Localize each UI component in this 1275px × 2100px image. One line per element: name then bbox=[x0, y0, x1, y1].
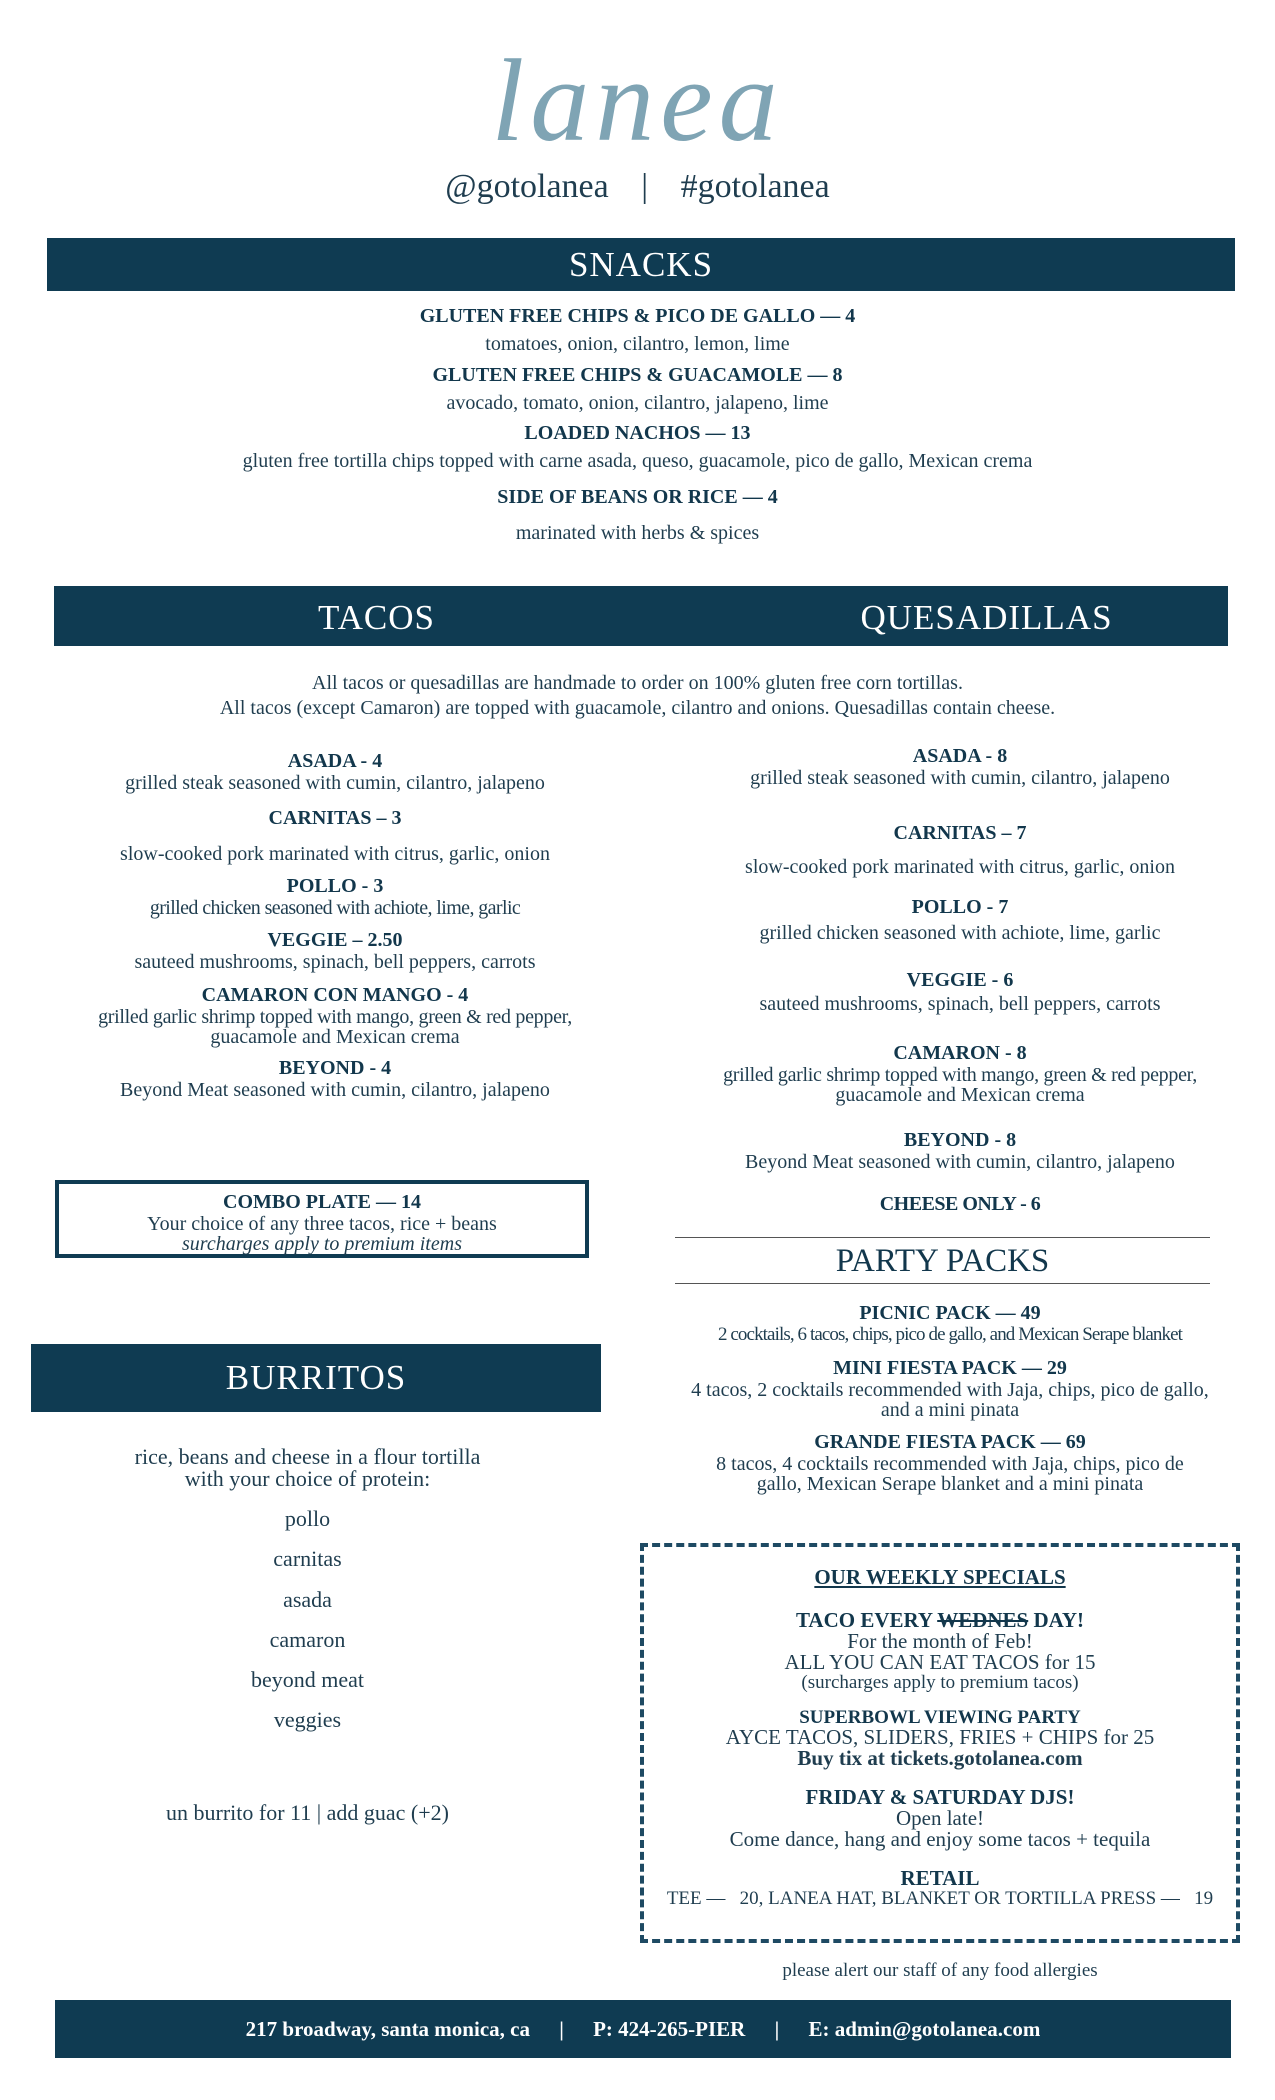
footer-separator: | bbox=[559, 2017, 564, 2041]
snack-name: GLUTEN FREE CHIPS & PICO DE GALLO — 4 bbox=[419, 305, 856, 327]
snacks-header bbox=[47, 238, 1235, 291]
party-pack-item bbox=[665, 1432, 1235, 1494]
quesadilla-item bbox=[690, 1043, 1230, 1105]
taco-name: CARNITAS – 3 bbox=[268, 807, 402, 829]
quesadilla-item bbox=[690, 823, 1230, 877]
djs-line-1: Open late! bbox=[895, 1806, 985, 1830]
taco-item bbox=[40, 876, 630, 918]
quesadilla-desc: grilled chicken seasoned with achiote, lime, garlic bbox=[759, 922, 1161, 944]
snack-name: SIDE OF BEANS OR RICE — 4 bbox=[497, 486, 778, 508]
taco-day-struck: WEDNES bbox=[937, 1608, 1029, 1632]
snack-desc: gluten free tortilla chips topped with carne asada, queso, guacamole, pico de gallo, Mexican crema bbox=[242, 450, 1033, 472]
snack-name: GLUTEN FREE CHIPS & GUACAMOLE — 8 bbox=[432, 364, 843, 386]
burrito-protein: pollo bbox=[284, 1506, 331, 1531]
taco-item bbox=[40, 930, 630, 972]
social-handles bbox=[0, 168, 1275, 206]
footer-separator: | bbox=[774, 2017, 780, 2041]
party-pack-desc-line-2: and a mini pinata bbox=[880, 1399, 1020, 1421]
quesadilla-desc: grilled garlic shrimp topped with mango, green & red pepper, bbox=[723, 1064, 1197, 1086]
superbowl-line-1: AYCE TACOS, SLIDERS, FRIES + CHIPS for 25 bbox=[725, 1725, 1155, 1749]
burrito-intro-line-1: rice, beans and cheese in a flour tortilla bbox=[134, 1444, 481, 1469]
burrito-protein: veggies bbox=[273, 1707, 342, 1732]
retail-title: RETAIL bbox=[900, 1866, 980, 1890]
retail-line: TEE — 20, LANEA HAT, BLANKET OR TORTILLA PRESS — 19 bbox=[666, 1888, 1214, 1909]
taco-day-line-2: ALL YOU CAN EAT TACOS for 15 bbox=[784, 1650, 1096, 1674]
intro-line-1: All tacos or quesadillas are handmade to order on 100% gluten free corn tortillas. bbox=[312, 672, 963, 694]
taco-day-prefix: TACO EVERY bbox=[795, 1608, 938, 1632]
quesadilla-item bbox=[690, 746, 1230, 788]
combo-plate-box bbox=[55, 1180, 589, 1258]
footer-address: 217 broadway, santa monica, ca bbox=[245, 2017, 530, 2041]
taco-desc-line-2: guacamole and Mexican crema bbox=[210, 1026, 460, 1048]
handle-separator: | bbox=[641, 168, 649, 205]
burrito-protein: beyond meat bbox=[250, 1667, 365, 1692]
party-pack-desc: 4 tacos, 2 cocktails recommended with Jaja, chips, pico de gallo, bbox=[691, 1379, 1209, 1401]
burrito-protein: asada bbox=[283, 1587, 332, 1612]
taco-name: CAMARON CON MANGO - 4 bbox=[201, 984, 469, 1006]
burrito-intro-line-2: with your choice of protein: bbox=[184, 1466, 431, 1491]
taco-day-line-1: For the month of Feb! bbox=[847, 1629, 1033, 1653]
taco-desc: Beyond Meat seasoned with cumin, cilantro, jalapeno bbox=[120, 1079, 550, 1101]
burrito-intro bbox=[30, 1446, 585, 1490]
taco-desc: grilled steak seasoned with cumin, cilantro, jalapeno bbox=[125, 772, 545, 794]
tacos-title: TACOS bbox=[318, 598, 435, 637]
combo-desc: Your choice of any three tacos, rice + beans bbox=[147, 1213, 497, 1235]
taco-name: ASADA - 4 bbox=[287, 750, 383, 772]
party-packs-rule-bottom bbox=[675, 1283, 1210, 1284]
party-pack-desc: 2 cocktails, 6 tacos, chips, pico de gallo, and Mexican Serape blanket bbox=[717, 1324, 1183, 1345]
taco-name: VEGGIE – 2.50 bbox=[267, 929, 403, 951]
quesadilla-name: BEYOND - 8 bbox=[903, 1129, 1017, 1151]
burritos-header bbox=[31, 1344, 601, 1412]
quesadilla-desc: slow-cooked pork marinated with citrus, garlic, onion bbox=[745, 856, 1175, 878]
djs-line-2: Come dance, hang and enjoy some tacos + tequila bbox=[729, 1827, 1151, 1851]
quesadilla-name: CHEESE ONLY - 6 bbox=[879, 1193, 1041, 1215]
combo-name: COMBO PLATE — 14 bbox=[223, 1191, 421, 1213]
snack-desc: marinated with herbs & spices bbox=[515, 522, 760, 544]
burrito-protein: carnitas bbox=[273, 1546, 342, 1571]
taco-name: POLLO - 3 bbox=[286, 875, 384, 897]
snack-name: LOADED NACHOS — 13 bbox=[524, 422, 751, 444]
quesadilla-desc: grilled steak seasoned with cumin, cilantro, jalapeno bbox=[750, 767, 1170, 789]
taco-desc: grilled garlic shrimp topped with mango, green & red pepper, bbox=[98, 1006, 572, 1028]
allergy-note: please alert our staff of any food allergies bbox=[782, 1960, 1098, 1981]
taco-desc: sauteed mushrooms, spinach, bell peppers, carrots bbox=[134, 951, 536, 973]
party-pack-item bbox=[665, 1303, 1235, 1344]
superbowl-line-2[interactable]: Buy tix at tickets.gotolanea.com bbox=[797, 1746, 1083, 1770]
party-pack-name: PICNIC PACK — 49 bbox=[859, 1302, 1041, 1324]
quesadilla-name: VEGGIE - 6 bbox=[906, 969, 1014, 991]
party-pack-desc-line-2: gallo, Mexican Serape blanket and a mini pinata bbox=[756, 1473, 1144, 1495]
quesadilla-name: ASADA - 8 bbox=[912, 745, 1008, 767]
superbowl-title: SUPERBOWL VIEWING PARTY bbox=[799, 1707, 1081, 1728]
quesadillas-title: QUESADILLAS bbox=[860, 598, 1113, 637]
quesadilla-item bbox=[690, 897, 1230, 943]
snack-desc: tomatoes, onion, cilantro, lemon, lime bbox=[485, 333, 790, 355]
party-packs-rule-top bbox=[675, 1237, 1210, 1238]
specials-title: OUR WEEKLY SPECIALS bbox=[814, 1565, 1066, 1589]
snacks-title: SNACKS bbox=[568, 245, 714, 284]
tacos-quesadillas-header bbox=[54, 586, 1228, 646]
footer-bar bbox=[55, 2000, 1231, 2058]
snack-desc: avocado, tomato, onion, cilantro, jalapeno, lime bbox=[446, 392, 829, 414]
quesadilla-name: CARNITAS – 7 bbox=[893, 822, 1027, 844]
taco-day-line-3: (surcharges apply to premium tacos) bbox=[801, 1672, 1079, 1693]
quesadilla-desc: Beyond Meat seasoned with cumin, cilantro, jalapeno bbox=[745, 1151, 1175, 1173]
footer-phone[interactable]: P: 424-265-PIER bbox=[593, 2017, 746, 2041]
quesadilla-desc-line-2: guacamole and Mexican crema bbox=[835, 1084, 1085, 1106]
combo-note: surcharges apply to premium items bbox=[182, 1233, 462, 1255]
footer-email[interactable]: E: admin@gotolanea.com bbox=[808, 2017, 1041, 2041]
taco-day-suffix: DAY! bbox=[1028, 1608, 1085, 1632]
taco-desc: grilled chicken seasoned with achiote, lime, garlic bbox=[149, 897, 521, 919]
quesadilla-item bbox=[690, 1130, 1230, 1172]
taco-name: BEYOND - 4 bbox=[278, 1057, 392, 1079]
quesadilla-item bbox=[690, 970, 1230, 1014]
quesadilla-desc: sauteed mushrooms, spinach, bell peppers, carrots bbox=[759, 993, 1161, 1015]
burritos-title: BURRITOS bbox=[225, 1358, 407, 1397]
taco-item bbox=[40, 1058, 630, 1100]
quesadilla-name: POLLO - 7 bbox=[911, 896, 1009, 918]
burrito-protein: camaron bbox=[269, 1627, 346, 1652]
burrito-price: un burrito for 11 | add guac (+2) bbox=[166, 1800, 449, 1825]
party-pack-item bbox=[665, 1358, 1235, 1420]
djs-title: FRIDAY & SATURDAY DJS! bbox=[805, 1785, 1075, 1809]
lanea-logo: lanea bbox=[491, 35, 784, 166]
instagram-handle[interactable]: @gotolanea bbox=[445, 168, 609, 205]
weekly-specials-box bbox=[640, 1543, 1240, 1943]
taco-item bbox=[40, 985, 630, 1047]
hashtag[interactable]: #gotolanea bbox=[680, 168, 830, 205]
party-pack-desc: 8 tacos, 4 cocktails recommended with Jaja, chips, pico de bbox=[716, 1453, 1184, 1475]
quesadilla-name: CAMARON - 8 bbox=[893, 1042, 1027, 1064]
taco-day-title bbox=[644, 1610, 1236, 1631]
taco-desc: slow-cooked pork marinated with citrus, garlic, onion bbox=[120, 843, 550, 865]
quesadilla-item bbox=[690, 1194, 1230, 1214]
party-pack-name: MINI FIESTA PACK — 29 bbox=[833, 1357, 1067, 1379]
party-packs-title: PARTY PACKS bbox=[835, 1243, 1050, 1279]
intro-line-2: All tacos (except Camaron) are topped with guacamole, cilantro and onions. Quesadillas contain cheese. bbox=[219, 697, 1056, 719]
party-pack-name: GRANDE FIESTA PACK — 69 bbox=[814, 1431, 1086, 1453]
taco-item bbox=[40, 751, 630, 793]
taco-item bbox=[40, 808, 630, 864]
